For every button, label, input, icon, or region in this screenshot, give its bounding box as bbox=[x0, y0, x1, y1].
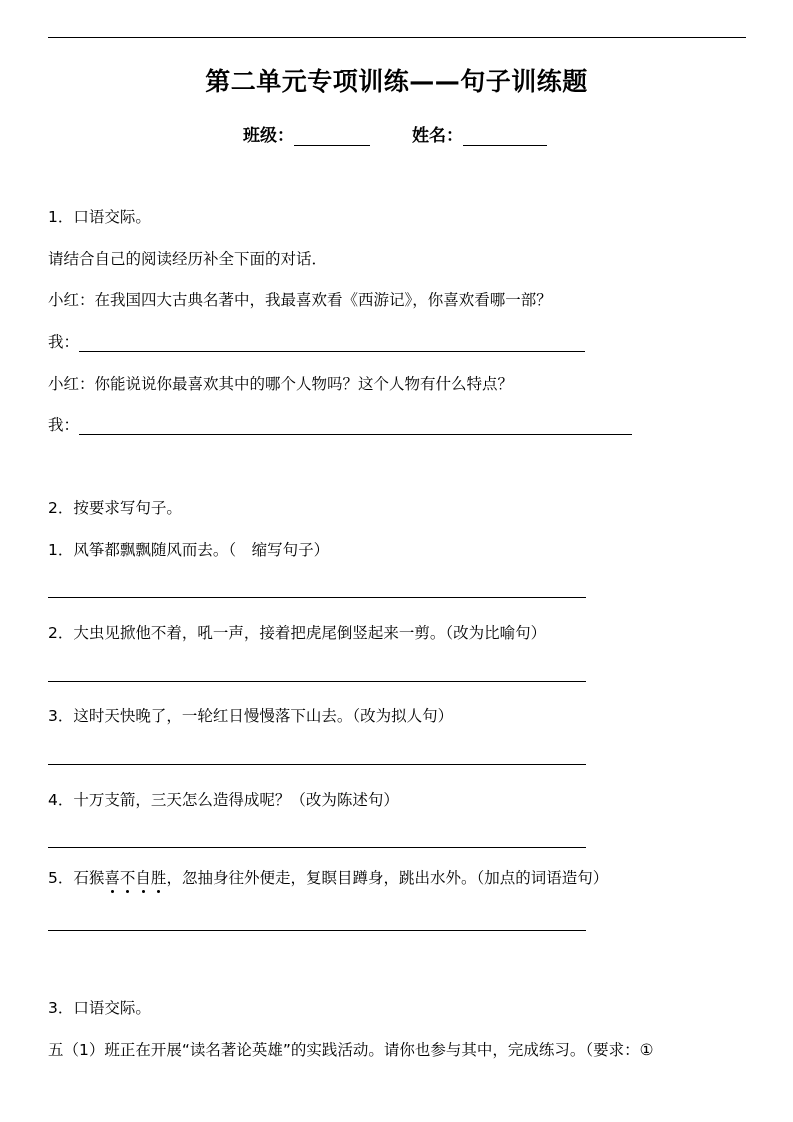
class-blank[interactable] bbox=[294, 127, 370, 146]
q2-answer-line-3[interactable] bbox=[48, 764, 586, 765]
q1-answer-1 bbox=[48, 330, 585, 352]
q2-item-2: 2．大虫见掀他不着，吼一声，接着把虎尾倒竖起来一剪。（改为比喻句） bbox=[48, 624, 547, 642]
q2-answer-line-4[interactable] bbox=[48, 847, 586, 848]
q2-item-4: 4．十万支箭，三天怎么造得成呢？（改为陈述句） bbox=[48, 791, 399, 809]
q2-item-1: 1．风筝都飘飘随风而去。（ 缩写句子） bbox=[48, 541, 330, 559]
q1-answer-2 bbox=[48, 413, 632, 435]
dotted-char: 喜 bbox=[104, 866, 120, 888]
q2-heading: 2．按要求写句子。 bbox=[48, 499, 182, 517]
page-title: 第二单元专项训练——句子训练题 bbox=[205, 67, 588, 96]
q1-dialog-line-1: 小红：在我国四大古典名著中，我最喜欢看《西游记》，你喜欢看哪一部？ bbox=[48, 291, 552, 309]
me-label: 我： bbox=[48, 333, 80, 351]
q2-item-5 bbox=[48, 866, 608, 888]
name-field bbox=[412, 121, 547, 146]
q1-dialog-line-2: 小红：你能说说你最喜欢其中的哪个人物吗？这个人物有什么特点？ bbox=[48, 375, 514, 393]
class-field bbox=[243, 121, 370, 146]
answer-blank-2[interactable] bbox=[79, 417, 632, 435]
me-label: 我： bbox=[48, 416, 80, 434]
q3-line-1: 五（1）班正在开展“读名著论英雄”的实践活动。请你也参与其中，完成练习。（要求：① bbox=[48, 1041, 654, 1059]
name-blank[interactable] bbox=[463, 127, 547, 146]
q1-instruction: 请结合自己的阅读经历补全下面的对话． bbox=[48, 250, 328, 268]
q2-answer-line-1[interactable] bbox=[48, 597, 586, 598]
q2-answer-line-2[interactable] bbox=[48, 681, 586, 682]
q1-heading: 1．口语交际。 bbox=[48, 208, 151, 226]
q3-heading: 3．口语交际。 bbox=[48, 999, 151, 1017]
class-label: 班级： bbox=[243, 126, 294, 146]
q2-item-5-prefix: 5．石猴 bbox=[48, 869, 105, 887]
q2-answer-line-5[interactable] bbox=[48, 930, 586, 931]
dotted-char: 自 bbox=[135, 866, 151, 888]
top-rule bbox=[48, 37, 746, 38]
dotted-char: 不 bbox=[120, 866, 136, 888]
q2-item-5-suffix: ，忽抽身往外便走，复瞑目蹲身，跳出水外。（加点的词语造句） bbox=[166, 869, 609, 887]
name-label: 姓名： bbox=[412, 126, 463, 146]
q2-item-3: 3．这时天快晚了，一轮红日慢慢落下山去。（改为拟人句） bbox=[48, 707, 454, 725]
dotted-char: 胜 bbox=[151, 866, 167, 888]
answer-blank-1[interactable] bbox=[79, 334, 585, 352]
